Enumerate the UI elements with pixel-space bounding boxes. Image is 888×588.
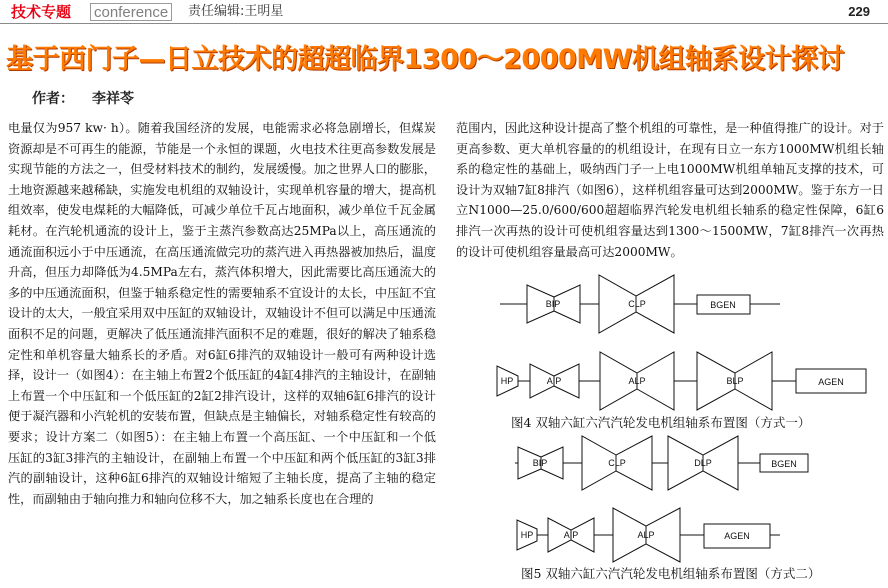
fig4-top-label-bip: BIP — [545, 299, 561, 309]
fig5-top-label-bip: BIP — [532, 458, 548, 468]
section-tag: 技术专题 — [5, 2, 77, 22]
fig5-bottom-label-alp: ALP — [637, 530, 655, 540]
fig5-bottom-label-hp: HP — [520, 530, 534, 540]
author-label: 作者： — [32, 91, 74, 107]
page-number: 229 — [848, 4, 870, 19]
section-en-label: conference — [90, 3, 172, 21]
article-title: 基于西门子—日立技术的超超临界1300～2000MW机组轴系设计探讨 — [6, 44, 844, 75]
fig5-top-label-dlp: DLP — [694, 458, 712, 468]
fig4-bottom-label-blp: BLP — [726, 376, 744, 386]
fig4-bottom-label-alp: ALP — [628, 376, 646, 386]
fig5-bottom-label-aip: AIP — [563, 530, 579, 540]
figure4-caption: 图4 双轴六缸六汽汽轮发电机组轴系布置图（方式一） — [511, 415, 811, 430]
fig5-top-shaft — [515, 436, 808, 490]
figure5-caption: 图5 双轴六缸六汽汽轮发电机组轴系布置图（方式二） — [521, 566, 821, 581]
fig4-bottom-label-agen: AGEN — [818, 377, 844, 387]
body-paragraph-left: 电量仅为957 kw· h）。随着我国经济的发展，电能需求必将急剧增长，但煤炭资源却是不可再生的能源，节能是一个永恒的课题，火电技术往更高参数发展是实现节能的方法之一，但受材料技术的制约，发展缓慢。加之世界人口的膨胀，土地资源越来越稀缺，实施发电机组的双轴设计，实现单机容量的增大，提高机组效率，使发电煤耗的大幅降低，可减少单位千瓦占地面积，减少单位千瓦金属耗材。在汽轮机通流的设计上，鉴于主蒸汽参数高达25MPa以上，高压通流的通流面积远小于中压通流，在高压通流做完功的蒸汽进入再热器被加热后，温度升高，但压力却降低为4.5MPa左右，蒸汽体积增大，因此需要比高压通流大的多的中压通流面积，但鉴于轴系稳定性的需要轴系不宜设计的太长，中压缸不宜设计的太大，一般宜采用双中压缸的双轴设计，双轴设计不但可以满足中压通流面积不足的问题，更解决了低压通流排汽面积不足的难题，很好的解决了轴系稳定性和单机容量大轴系长的矛盾。对6缸6排汽的双轴设计一般可有两种设计选择，设计一（如图4）：在主轴上布置2个低压缸的4缸4排汽的主轴设计，在副轴上布置一个中压缸和一个低压缸的2缸2排汽设计，这样的双轴6缸6排汽的设计便于凝汽器和小汽轮机的安装布置，但缺点是主轴偏长，对轴系稳定性有较高的要求；设计方案二（如图5）：在主轴上布置一个高压缸、一个中压缸和一个低压缸的3缸3排汽的主轴设计，在副轴上布置一个中压缸和两个低压缸的3缸3排汽的副轴设计，这种6缸6排汽的双轴设计缩短了主轴长度，提高了主轴的稳定性，而副轴由于轴向推力和轴向位移不大，加之轴系长度也在合理的 — [8, 121, 436, 506]
editor-credit: 责任编辑:王明星 — [188, 4, 284, 19]
fig5-top-label-bgen: BGEN — [771, 459, 797, 469]
fig4-top-label-clp: CLP — [628, 299, 646, 309]
fig5-bottom-label-agen: AGEN — [724, 531, 750, 541]
body-paragraph-right: 范围内，因此这种设计提高了整个机组的可靠性，是一种值得推广的设计。对于更高参数、更大单机容量的的机组设计，在现有日立一东方1000MW机组长轴系的稳定性的基础上，吸纳西门子一上电1000MW机组单轴瓦支撑的技术，可设计为双轴7缸8排汽（如图6），这样机组容量可达到2000MW。鉴于东方一日立N1000—25.0/600/600超超临界汽轮发电机组长轴系的稳定性保障，6缸6排汽一次再热的设计可使机组容量达到1300～1500MW，7缸8排汽一次再热的设计可使机组容量最高可达2000MW。 — [456, 121, 884, 259]
fig4-bottom-label-aip: AIP — [546, 376, 562, 386]
author-name: 李祥苓 — [92, 91, 134, 107]
fig5-top-label-clp: CLP — [608, 458, 626, 468]
fig4-bottom-label-hp: HP — [500, 376, 514, 386]
fig4-top-label-bgen: BGEN — [710, 300, 736, 310]
